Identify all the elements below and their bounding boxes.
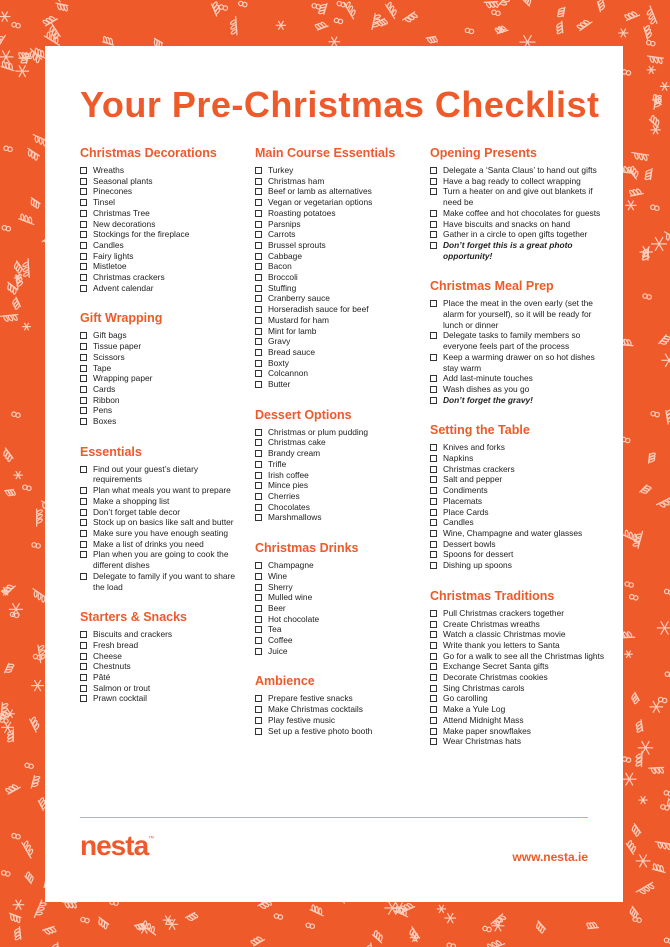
checklist-item[interactable]: Plan when you are going to cook the different dishes [80, 549, 248, 570]
column-3 [430, 146, 605, 765]
checklist-item[interactable]: Wear Christmas hats [430, 736, 605, 747]
checklist-item[interactable]: Parsnips [255, 219, 423, 230]
checklist-item[interactable]: Mistletoe [80, 261, 248, 272]
checklist-item[interactable]: Plan what meals you want to prepare [80, 485, 248, 496]
checklist [80, 165, 248, 293]
website-link[interactable]: www.nesta.ie [512, 850, 588, 864]
checklist-item[interactable]: Tissue paper [80, 341, 248, 352]
section-christmas-drinks [255, 541, 423, 656]
checklist-item[interactable]: Make sure you have enough seating [80, 528, 248, 539]
checklist-item[interactable]: Set up a festive photo booth [255, 726, 423, 737]
checklist-item[interactable]: Horseradish sauce for beef [255, 304, 423, 315]
checklist-item[interactable]: Marshmallows [255, 512, 423, 523]
checklist-item[interactable]: Hot chocolate [255, 614, 423, 625]
checklist [80, 464, 248, 592]
section-heading: Main Course Essentials [255, 146, 396, 160]
section-heading: Starters & Snacks [80, 610, 188, 625]
checklist-item[interactable]: Prawn cocktail [80, 693, 248, 704]
section-heading: Christmas Meal Prep [430, 279, 554, 294]
checklist-item[interactable]: Irish coffee [255, 470, 423, 481]
checklist-item[interactable]: Wrapping paper [80, 373, 248, 384]
checklist-item[interactable]: Boxes [80, 416, 248, 427]
checklist-item[interactable]: Carrots [255, 229, 423, 240]
checklist-item[interactable]: Spoons for dessert [430, 549, 605, 560]
checklist-item[interactable]: Broccoli [255, 272, 423, 283]
checklist-item[interactable]: Coffee [255, 635, 423, 646]
checklist-item[interactable]: Seasonal plants [80, 176, 248, 187]
checklist-item[interactable]: Cheese [80, 651, 248, 662]
checklist-item[interactable]: Play festive music [255, 715, 423, 726]
section-heading: Ambience [255, 674, 315, 689]
checklist-item[interactable]: Tinsel [80, 197, 248, 208]
checklist-item[interactable]: Fresh bread [80, 640, 248, 651]
checklist-item[interactable]: Pâté [80, 672, 248, 683]
checklist-item[interactable]: Dessert bowls [430, 539, 605, 550]
footer-divider [80, 817, 588, 818]
checklist-item[interactable]: Pull Christmas crackers together [430, 608, 605, 619]
checklist-item[interactable]: New decorations [80, 219, 248, 230]
section-heading: Opening Presents [430, 146, 537, 160]
checklist-item[interactable]: Don’t forget the gravy! [430, 395, 605, 406]
column-2 [255, 146, 423, 754]
checklist-item[interactable]: Place Cards [430, 507, 605, 518]
section-main-course-essentials [255, 146, 423, 390]
page-title: Your Pre-Christmas Checklist [80, 84, 600, 125]
checklist-item[interactable]: Make a shopping list [80, 496, 248, 507]
checklist-item[interactable]: Gift bags [80, 330, 248, 341]
checklist-item[interactable]: Advent calendar [80, 283, 248, 294]
checklist-item[interactable]: Beef or lamb as alternatives [255, 186, 423, 197]
checklist-item[interactable]: Juice [255, 646, 423, 657]
checklist-item[interactable]: Gravy [255, 336, 423, 347]
checklist-item[interactable]: Wine, Champagne and water glasses [430, 528, 605, 539]
checklist-item[interactable]: Turkey [255, 165, 423, 176]
checklist-item[interactable]: Sing Christmas carols [430, 683, 605, 694]
checklist-item[interactable]: Make a Yule Log [430, 704, 605, 715]
checklist-item[interactable]: Turn a heater on and give out blankets if need be [430, 186, 605, 207]
checklist-item[interactable]: Tape [80, 363, 248, 374]
checklist-item[interactable]: Don’t forget table decor [80, 507, 248, 518]
checklist-item[interactable]: Delegate a ‘Santa Claus’ to hand out gifts [430, 165, 605, 176]
nesta-logo: nesta™ [80, 830, 155, 861]
section-heading: Christmas Decorations [80, 146, 217, 160]
checklist-item[interactable]: Butter [255, 379, 423, 390]
checklist-item[interactable]: Delegate to family if you want to share the load [80, 571, 248, 592]
checklist-item[interactable]: Biscuits and crackers [80, 629, 248, 640]
checklist-item[interactable]: Champagne [255, 560, 423, 571]
checklist [255, 427, 423, 523]
checklist-item[interactable]: Placemats [430, 496, 605, 507]
checklist-item[interactable]: Bread sauce [255, 347, 423, 358]
checklist-item[interactable]: Don’t forget this is a great photo opportunity! [430, 240, 605, 261]
section-christmas-traditions [430, 589, 605, 747]
checklist-item[interactable]: Wash dishes as you go [430, 384, 605, 395]
section-essentials [80, 445, 248, 592]
section-heading: Gift Wrapping [80, 311, 163, 326]
checklist-item[interactable]: Ribbon [80, 395, 248, 406]
checklist-item[interactable]: Christmas Tree [80, 208, 248, 219]
checklist-item[interactable]: Candles [430, 517, 605, 528]
section-heading: Dessert Options [255, 407, 352, 422]
checklist-item[interactable]: Make a list of drinks you need [80, 539, 248, 550]
checklist-item[interactable]: Christmas cake [255, 437, 423, 448]
section-ambience [255, 674, 423, 736]
column-1 [80, 146, 248, 722]
checklist-sheet [45, 46, 623, 902]
checklist-item[interactable]: Napkins [430, 453, 605, 464]
section-opening-presents [430, 146, 605, 261]
checklist-item[interactable]: Vegan or vegetarian options [255, 197, 423, 208]
checklist-item[interactable]: Christmas ham [255, 176, 423, 187]
section-christmas-meal-prep [430, 279, 605, 405]
checklist-item[interactable]: Chocolates [255, 502, 423, 513]
checklist-item[interactable]: Brandy cream [255, 448, 423, 459]
section-gift-wrapping [80, 311, 248, 426]
checklist [80, 629, 248, 704]
checklist-item[interactable]: Cabbage [255, 251, 423, 262]
checklist [255, 560, 423, 656]
checklist [430, 442, 605, 570]
checklist-item[interactable]: Exchange Secret Santa gifts [430, 661, 605, 672]
checklist-item[interactable]: Cards [80, 384, 248, 395]
checklist-item[interactable]: Delegate tasks to family members so everyone feels part of the process [430, 330, 605, 351]
checklist-item[interactable]: Have a bag ready to collect wrapping [430, 176, 605, 187]
checklist-item[interactable]: Chestnuts [80, 661, 248, 672]
checklist-item[interactable]: Sherry [255, 582, 423, 593]
checklist-item[interactable]: Cherries [255, 491, 423, 502]
checklist-item[interactable]: Cranberry sauce [255, 293, 423, 304]
checklist [80, 330, 248, 426]
checklist-item[interactable]: Condiments [430, 485, 605, 496]
checklist-item[interactable]: Brussel sprouts [255, 240, 423, 251]
checklist-item[interactable]: Candles [80, 240, 248, 251]
checklist [430, 298, 605, 405]
section-setting-the-table [430, 423, 605, 570]
checklist [255, 165, 423, 390]
checklist-item[interactable]: Go carolling [430, 693, 605, 704]
checklist-item[interactable]: Keep a warming drawer on so hot dishes stay warm [430, 352, 605, 373]
section-dessert-options [255, 408, 423, 523]
checklist-item[interactable]: Boxty [255, 358, 423, 369]
checklist-item[interactable]: Decorate Christmas cookies [430, 672, 605, 683]
checklist [255, 693, 423, 736]
checklist-item[interactable]: Scissors [80, 352, 248, 363]
checklist-item[interactable]: Create Christmas wreaths [430, 619, 605, 630]
section-heading: Setting the Table [430, 423, 530, 438]
checklist-item[interactable]: Bacon [255, 261, 423, 272]
section-heading: Essentials [80, 444, 142, 459]
checklist-item[interactable]: Mustard for ham [255, 315, 423, 326]
checklist-item[interactable]: Add last-minute touches [430, 373, 605, 384]
checklist-item[interactable]: Colcannon [255, 368, 423, 379]
checklist-item[interactable]: Trifle [255, 459, 423, 470]
section-starters-snacks [80, 610, 248, 704]
checklist-item[interactable]: Find out your guest’s dietary requirements [80, 464, 248, 485]
checklist-item[interactable]: Beer [255, 603, 423, 614]
section-heading: Christmas Traditions [430, 588, 555, 603]
checklist-item[interactable]: Wine [255, 571, 423, 582]
checklist-item[interactable]: Make paper snowflakes [430, 726, 605, 737]
checklist-item[interactable]: Attend Midnight Mass [430, 715, 605, 726]
checklist-item[interactable]: Christmas crackers [430, 464, 605, 475]
checklist-item[interactable]: Wreaths [80, 165, 248, 176]
checklist-item[interactable]: Place the meat in the oven early (set the alarm for yourself), so it will be ready for lunch or dinner [430, 298, 605, 330]
checklist-item[interactable]: Mint for lamb [255, 326, 423, 337]
checklist-item[interactable]: Salt and pepper [430, 474, 605, 485]
checklist-item[interactable]: Mulled wine [255, 592, 423, 603]
section-christmas-decorations [80, 146, 248, 293]
checklist [430, 165, 605, 261]
checklist-item[interactable]: Mince pies [255, 480, 423, 491]
checklist-item[interactable]: Knives and forks [430, 442, 605, 453]
checklist-item[interactable]: Stockings for the fireplace [80, 229, 248, 240]
checklist-item[interactable]: Christmas crackers [80, 272, 248, 283]
checklist-item[interactable]: Fairy lights [80, 251, 248, 262]
checklist-item[interactable]: Pinecones [80, 186, 248, 197]
checklist-item[interactable]: Go for a walk to see all the Christmas lights [430, 651, 605, 662]
section-heading: Christmas Drinks [255, 541, 359, 556]
checklist-item[interactable]: Make Christmas cocktails [255, 704, 423, 715]
checklist-item[interactable]: Salmon or trout [80, 683, 248, 694]
checklist-item[interactable]: Roasting potatoes [255, 208, 423, 219]
checklist-item[interactable]: Prepare festive snacks [255, 693, 423, 704]
checklist-item[interactable]: Gather in a circle to open gifts together [430, 229, 605, 240]
checklist-item[interactable]: Write thank you letters to Santa [430, 640, 605, 651]
checklist-item[interactable]: Stuffing [255, 283, 423, 294]
checklist-item[interactable]: Dishing up spoons [430, 560, 605, 571]
checklist-item[interactable]: Watch a classic Christmas movie [430, 629, 605, 640]
checklist-item[interactable]: Pens [80, 405, 248, 416]
checklist-item[interactable]: Stock up on basics like salt and butter [80, 517, 248, 528]
checklist [430, 608, 605, 747]
checklist-item[interactable]: Tea [255, 624, 423, 635]
checklist-item[interactable]: Christmas or plum pudding [255, 427, 423, 438]
checklist-item[interactable]: Have biscuits and snacks on hand [430, 219, 605, 230]
checklist-item[interactable]: Make coffee and hot chocolates for guests [430, 208, 605, 219]
